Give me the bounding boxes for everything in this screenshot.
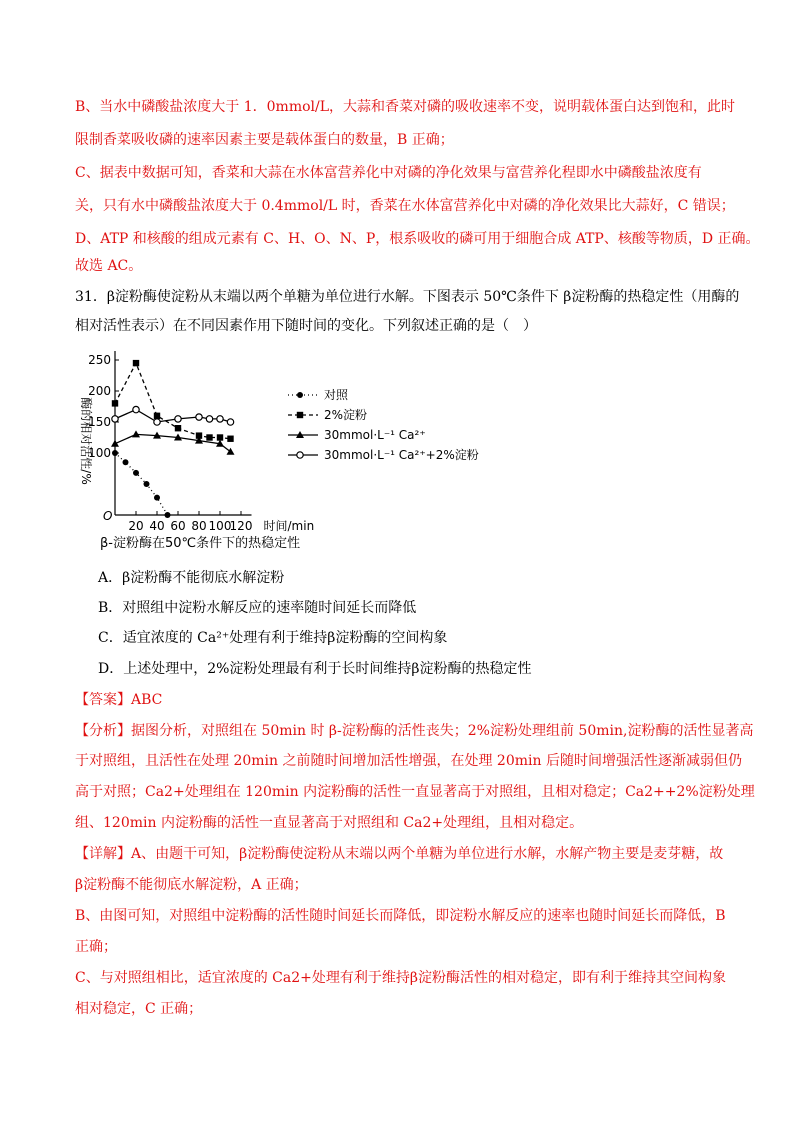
text-line: 关，只有水中磷酸盐浓度大于 0.4mmol/L 时，香菜在水体富营养化中对磷的净化效果比大蒜好，C 错误； xyxy=(75,198,735,214)
x-tick-label: 120 xyxy=(229,519,253,533)
data-point xyxy=(112,400,118,406)
x-tick-label: 100 xyxy=(208,519,232,533)
data-point xyxy=(297,452,303,458)
question-line: 31．β淀粉酶使淀粉从末端以两个单糖为单位进行水解。下图表示 50℃条件下 β淀粉酶的热稳定性（用酶的 xyxy=(75,289,740,305)
x-tick-label: 20 xyxy=(128,519,144,533)
data-point xyxy=(206,434,212,440)
option-b: B．对照组中淀粉水解反应的速率随时间延长而降低 xyxy=(98,600,417,616)
data-point xyxy=(144,481,150,487)
data-point xyxy=(111,440,119,447)
option-a: A．β淀粉酶不能彻底水解淀粉 xyxy=(98,570,285,586)
y-tick-label: 100 xyxy=(88,446,111,460)
option-d: D．上述处理中，2%淀粉处理最有利于长时间维持β淀粉酶的热稳定性 xyxy=(98,661,532,677)
explain-line: B、由图可知，对照组中淀粉酶的活性随时间延长而降低，即淀粉水解反应的速率也随时间延长而降低，B xyxy=(75,908,726,924)
explain-line: β淀粉酶不能彻底水解淀粉，A 正确； xyxy=(75,877,308,893)
legend-label: 2%淀粉 xyxy=(324,408,368,422)
data-point xyxy=(227,419,233,425)
enzyme-stability-chart xyxy=(60,343,480,553)
question-line: 相对活性表示）在不同因素作用下随时间的变化。下列叙述正确的是（ ） xyxy=(75,318,537,334)
data-point xyxy=(123,459,129,465)
legend-label: 对照 xyxy=(324,388,349,402)
data-point xyxy=(165,512,171,518)
legend-label: 30mmol·L⁻¹ Ca²⁺+2%淀粉 xyxy=(324,448,479,462)
data-point xyxy=(133,470,139,476)
x-axis-label: 时间/min xyxy=(263,519,315,533)
explain-line: 正确； xyxy=(75,939,117,955)
chart-caption: β-淀粉酶在50℃条件下的热稳定性 xyxy=(100,536,301,551)
explain-line: 【详解】A、由题干可知，β淀粉酶使淀粉从末端以两个单糖为单位进行水解，水解产物主要是麦芽糖，故 xyxy=(75,846,724,862)
data-point xyxy=(154,413,160,419)
text-line: C、据表中数据可知，香菜和大蒜在水体富营养化中对磷的净化效果与富营养化程即水中磷酸盐浓度有 xyxy=(75,165,702,181)
legend-label: 30mmol·L⁻¹ Ca²⁺ xyxy=(324,428,426,442)
analysis-line: 于对照组，且活性在处理 20min 之前随时间增加活性增强，在处理 20min 后随时间增强活性逐渐减弱但仍 xyxy=(75,753,742,769)
data-point xyxy=(175,425,181,431)
analysis-line: 组、120min 内淀粉酶的活性一直显著高于对照组和 Ca2+处理组，且相对稳定。 xyxy=(75,815,584,831)
data-point xyxy=(154,495,160,501)
analysis-line: 【分析】据图分析，对照组在 50min 时 β-淀粉酶的活性丧失；2%淀粉处理组前 50min,淀粉酶的活性显著高 xyxy=(75,723,754,739)
series-line xyxy=(115,363,231,439)
text-line: B、当水中磷酸盐浓度大于 1．0mmol/L，大蒜和香菜对磷的吸收速率不变，说明载体蛋白达到饱和，此时 xyxy=(75,99,736,115)
y-tick-label: 150 xyxy=(88,415,111,429)
option-c: C．适宜浓度的 Ca²⁺处理有利于维持β淀粉酶的空间构象 xyxy=(98,630,448,646)
data-point xyxy=(132,430,140,437)
x-tick-label: 80 xyxy=(191,519,207,533)
data-point xyxy=(227,436,233,442)
x-tick-label: 40 xyxy=(149,519,165,533)
data-point xyxy=(133,360,139,366)
data-point xyxy=(112,450,118,456)
text-line: 限制香菜吸收磷的速率因素主要是载体蛋白的数量，B 正确； xyxy=(75,132,454,148)
y-axis-label: 酶的相对活性/% xyxy=(79,397,93,485)
x-tick-label: 60 xyxy=(170,519,186,533)
text-line: D、ATP 和核酸的组成元素有 C、H、O、N、P，根系吸收的磷可用于细胞合成 ATP、核酸等物质，D 正确。 xyxy=(75,231,760,247)
data-point xyxy=(206,416,212,422)
series-line xyxy=(115,410,231,422)
analysis-line: 高于对照；Ca2+处理组在 120min 内淀粉酶的活性一直显著高于对照组，且相对稳定；Ca2++2%淀粉处理 xyxy=(75,784,755,800)
data-point xyxy=(297,392,303,398)
explain-line: 相对稳定，C 正确； xyxy=(75,1001,203,1017)
data-point xyxy=(297,412,303,418)
y-tick-label: 200 xyxy=(88,384,111,398)
data-point xyxy=(133,406,139,412)
y-tick-label: 250 xyxy=(88,353,111,367)
data-point xyxy=(217,416,223,422)
explain-line: C、与对照组相比，适宜浓度的 Ca2+处理有利于维持β淀粉酶活性的相对稳定，即有利于维持其空间构象 xyxy=(75,970,726,986)
data-point xyxy=(196,414,202,420)
data-point xyxy=(175,416,181,422)
origin-label: O xyxy=(103,509,113,523)
data-point xyxy=(112,416,118,422)
text-line: 故选 AC。 xyxy=(75,258,143,274)
data-point xyxy=(154,419,160,425)
answer-label: 【答案】ABC xyxy=(75,692,163,708)
